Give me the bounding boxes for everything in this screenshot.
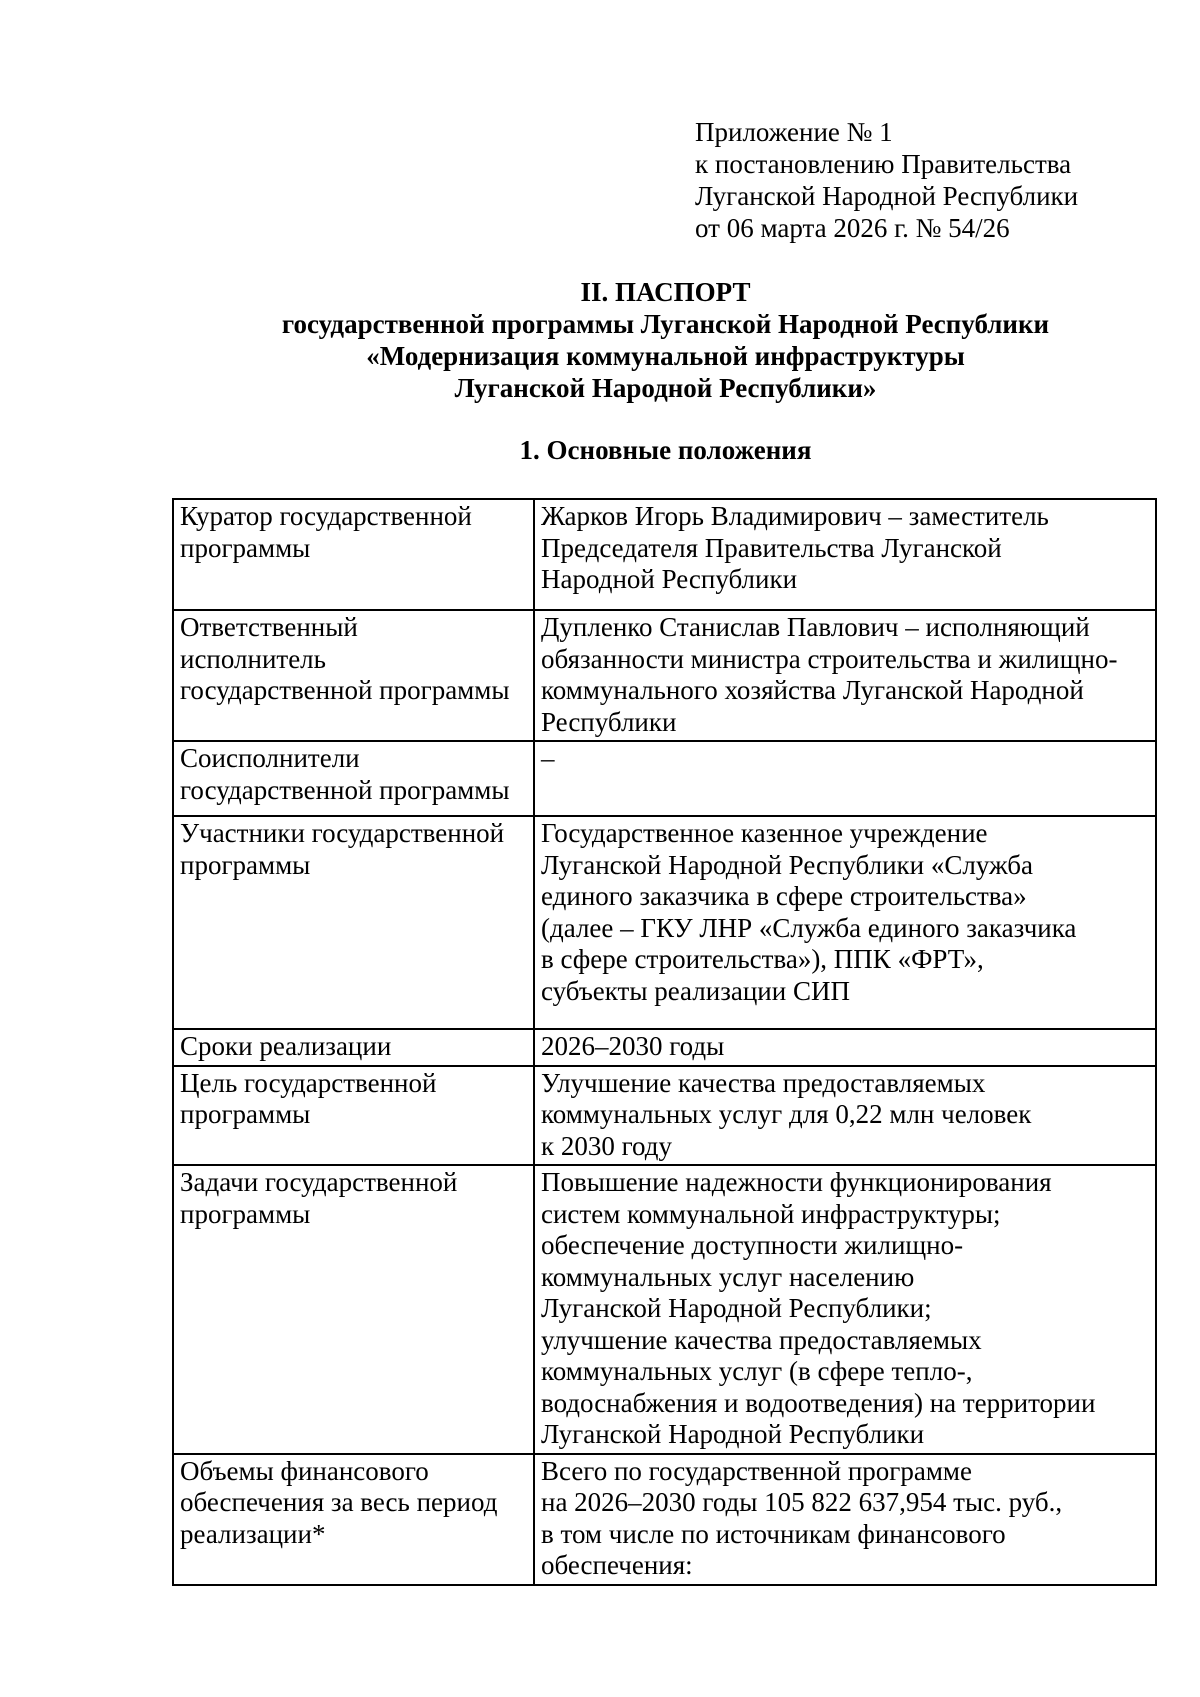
label-line: Участники государственной [180, 818, 505, 848]
value-line: единого заказчика в сфере строительства» [541, 881, 1027, 911]
table-row-financing [173, 1454, 1156, 1585]
row-label-cell [173, 1165, 534, 1454]
value-line: на 2026–2030 годы 105 822 637,954 тыс. руб., [541, 1487, 1063, 1517]
value-line: Председателя Правительства Луганской [541, 532, 1002, 563]
label-line: Цель государственной [180, 1067, 437, 1098]
appendix-line: к постановлению Правительства [695, 149, 1072, 179]
value-line: обязанности министра строительства и жилищно- [541, 643, 1118, 674]
passport-table [172, 498, 1157, 1586]
label-line: Куратор государственной [180, 501, 472, 531]
label-line: программы [180, 1099, 311, 1129]
label-line: Ответственный [180, 612, 358, 642]
row-label-cell [173, 1454, 534, 1585]
row-label-cell [173, 610, 534, 741]
row-value-cell [534, 1454, 1156, 1585]
value-line: коммунального хозяйства Луганской Народной [541, 675, 1084, 705]
row-value-cell [534, 499, 1156, 610]
appendix-line: Луганской Народной Республики [695, 181, 1079, 211]
row-value-cell [534, 610, 1156, 741]
title-line: «Модернизация коммунальной инфраструктуры [366, 341, 965, 371]
label-line: Соисполнители [180, 743, 360, 773]
table-row-goal [173, 1066, 1156, 1166]
value-line: Луганской Народной Республики [541, 1419, 925, 1449]
value-line: улучшение качества предоставляемых [541, 1324, 982, 1355]
appendix-line: от 06 марта 2026 г. № 54/26 [695, 213, 1010, 243]
value-line: в том числе по источникам финансового [541, 1518, 1006, 1549]
table-row-timeline [173, 1029, 1156, 1066]
value-line: в сфере строительства»), ППК «ФРТ», [541, 944, 984, 974]
value-line: водоснабжения и водоотведения) на территории [541, 1387, 1096, 1418]
row-label-cell [173, 741, 534, 816]
value-line: Повышение надежности функционирования [541, 1167, 1052, 1197]
value-line: коммунальных услуг населению [541, 1261, 915, 1292]
table-row-co-executors [173, 741, 1156, 816]
value-line: систем коммунальной инфраструктуры; [541, 1198, 1001, 1229]
row-value-cell [534, 1029, 1156, 1066]
label-line: Сроки реализации [180, 1031, 392, 1061]
label-line: программы [180, 532, 311, 563]
label-line: программы [180, 849, 311, 880]
row-label-cell [173, 499, 534, 610]
document-title [0, 276, 1200, 404]
value-line: 2026–2030 годы [541, 1031, 725, 1061]
row-label-cell [173, 1066, 534, 1166]
value-line: Республики [541, 706, 677, 737]
value-line: коммунальных услуг для 0,22 млн человек [541, 1099, 1032, 1129]
row-label-cell [173, 1029, 534, 1066]
value-line: Жарков Игорь Владимирович – заместитель [541, 501, 1049, 531]
appendix-header [695, 116, 1078, 244]
value-line: Дупленко Станислав Павлович – исполняющий [541, 612, 1090, 642]
row-value-cell [534, 1165, 1156, 1454]
table-row-curator [173, 499, 1156, 610]
table-row-participants [173, 816, 1156, 1029]
value-line: Всего по государственной программе [541, 1455, 972, 1486]
label-line: государственной программы [180, 774, 510, 805]
value-line: обеспечение доступности жилищно- [541, 1230, 964, 1260]
label-line: Объемы финансового [180, 1455, 429, 1486]
label-line: обеспечения за весь период [180, 1487, 498, 1517]
label-line: государственной программы [180, 675, 510, 705]
label-line: Задачи государственной [180, 1167, 458, 1197]
value-line: (далее – ГКУ ЛНР «Служба единого заказчика [541, 912, 1077, 943]
value-line: субъекты реализации СИП [541, 975, 850, 1006]
table-row-tasks [173, 1165, 1156, 1454]
title-line: государственной программы Луганской Народной Республики [281, 309, 1050, 339]
value-line: коммунальных услуг (в сфере тепло-, [541, 1356, 973, 1386]
label-line: программы [180, 1198, 311, 1229]
value-line: к 2030 году [541, 1130, 672, 1161]
row-label-cell [173, 816, 534, 1029]
label-line: исполнитель [180, 643, 326, 674]
table-row-responsible-executor [173, 610, 1156, 741]
row-value-cell [534, 1066, 1156, 1166]
value-line: Луганской Народной Республики «Служба [541, 849, 1034, 880]
value-line: обеспечения: [541, 1550, 693, 1580]
value-line: – [541, 743, 555, 773]
section-heading: 1. Основные положения [519, 435, 812, 465]
value-line: Государственное казенное учреждение [541, 818, 988, 848]
appendix-line: Приложение № 1 [695, 117, 893, 147]
row-value-cell [534, 816, 1156, 1029]
value-line: Улучшение качества предоставляемых [541, 1067, 986, 1098]
value-line: Народной Республики [541, 564, 798, 594]
title-line: Луганской Народной Республики» [454, 373, 877, 403]
row-value-cell [534, 741, 1156, 816]
value-line: Луганской Народной Республики; [541, 1293, 932, 1323]
title-line: II. ПАСПОРТ [580, 277, 751, 307]
label-line: реализации* [180, 1518, 326, 1549]
